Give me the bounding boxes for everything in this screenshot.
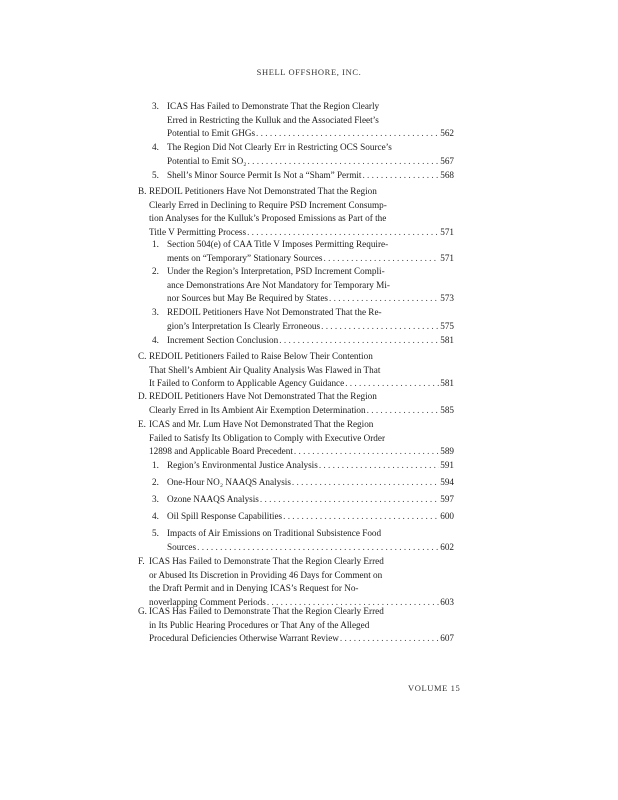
toc-entry[interactable] [152, 169, 454, 183]
page-number: 571 [440, 252, 454, 263]
entry-marker: 4. [152, 511, 159, 521]
heading-line: the Draft Permit and in Denying ICAS’s Request for No- [149, 583, 359, 594]
entry-heading [167, 238, 454, 265]
heading-last-line [149, 445, 454, 459]
heading-line: Potential to Emit SO₂ [167, 155, 247, 166]
page-number: 603 [440, 596, 454, 607]
toc-entry[interactable] [152, 459, 454, 473]
toc-entry[interactable] [138, 605, 454, 646]
heading-line: ICAS Has Failed to Demonstrate That the Region Clearly Erred [149, 556, 384, 566]
entry-marker: 2. [152, 477, 159, 487]
toc-entry[interactable] [138, 555, 454, 609]
heading-last-line [167, 155, 454, 169]
heading-line: Impacts of Air Emissions on Traditional Subsistence Food [167, 528, 382, 538]
entry-heading [149, 418, 454, 459]
volume-footer: VOLUME 15 [408, 683, 461, 693]
heading-line: Under the Region’s Interpretation, PSD Increment Compli- [167, 266, 385, 276]
dot-leader [197, 541, 439, 555]
toc-entry[interactable] [152, 238, 454, 265]
page-number: 562 [440, 128, 454, 139]
page-number: 575 [440, 320, 454, 331]
heading-line: ments on “Temporary” Stationary Sources [167, 252, 323, 263]
page-number: 581 [440, 378, 454, 389]
dot-leader [292, 476, 439, 490]
dot-leader [345, 377, 439, 391]
heading-line: Section 504(e) of CAA Title V Imposes Permitting Require- [167, 239, 389, 249]
entry-heading [167, 527, 454, 554]
page-number: 571 [440, 226, 454, 237]
entry-heading [149, 350, 454, 391]
entry-marker: 5. [152, 528, 159, 538]
entry-heading [149, 185, 454, 239]
heading-last-line [167, 127, 454, 141]
heading-line: or Abused Its Discretion in Providing 46 Days for Comment on [149, 569, 383, 580]
heading-last-line [149, 632, 454, 646]
toc-entry[interactable] [138, 390, 454, 417]
entry-marker: F. [138, 556, 145, 566]
heading-last-line [167, 493, 454, 507]
dot-leader [319, 459, 439, 473]
entry-marker: 4. [152, 335, 159, 345]
entry-heading [167, 334, 454, 348]
heading-line: ICAS Has Failed to Demonstrate That the Region Clearly Erred [149, 606, 384, 616]
entry-heading [167, 459, 454, 473]
page-number: 568 [440, 170, 454, 180]
page-number: 600 [440, 511, 454, 521]
heading-line: noverlapping Comment Periods [149, 596, 266, 607]
toc-entry[interactable] [138, 185, 454, 239]
page-number: 567 [440, 155, 454, 166]
dot-leader [248, 155, 440, 169]
entry-heading [167, 169, 454, 183]
dot-leader [260, 493, 439, 507]
heading-line: Increment Section Conclusion [167, 335, 279, 345]
heading-last-line [167, 252, 454, 266]
heading-line: REDOIL Petitioners Have Not Demonstrated That the Re- [167, 307, 382, 317]
page-number: 597 [440, 494, 454, 504]
heading-line: Clearly Erred in Its Ambient Air Exemption Determination [149, 404, 366, 415]
dot-leader [321, 320, 439, 334]
toc-entry[interactable] [152, 306, 454, 333]
dot-leader [283, 510, 439, 524]
heading-line: ICAS and Mr. Lum Have Not Demonstrated That the Region [149, 419, 374, 429]
page-number: 591 [440, 460, 454, 470]
toc-entry[interactable] [152, 527, 454, 554]
toc-entry[interactable] [152, 493, 454, 507]
running-head: SHELL OFFSHORE, INC. [256, 67, 362, 77]
entry-heading [167, 265, 454, 306]
heading-line: tion Analyses for the Kulluk’s Proposed Emissions as Part of the [149, 213, 387, 224]
page-number: 602 [440, 541, 454, 552]
entry-heading [149, 555, 454, 609]
entry-marker: 4. [152, 142, 159, 152]
dot-leader [367, 404, 440, 418]
page-number: 585 [440, 404, 454, 415]
page-number: 573 [440, 293, 454, 304]
heading-line: REDOIL Petitioners Have Not Demonstrated That the Region [149, 186, 377, 196]
dot-leader [362, 169, 439, 183]
heading-line: One-Hour NO₂ NAAQS Analysis [167, 477, 291, 487]
toc-entry[interactable] [152, 510, 454, 524]
heading-line: It Failed to Conform to Applicable Agency Guidance [149, 378, 345, 389]
entry-marker: 5. [152, 170, 159, 180]
entry-heading [167, 100, 454, 141]
heading-line: The Region Did Not Clearly Err in Restricting OCS Source’s [167, 142, 392, 152]
dot-leader [294, 445, 439, 459]
toc-entry[interactable] [152, 265, 454, 306]
entry-heading [167, 306, 454, 333]
heading-line: gion’s Interpretation Is Clearly Erroneous [167, 320, 321, 331]
heading-line: Procedural Deficiencies Otherwise Warrant Review [149, 633, 339, 644]
entry-heading [149, 390, 454, 417]
heading-line: ance Demonstrations Are Not Mandatory for Temporary Mi- [167, 279, 390, 290]
page-number: 607 [440, 633, 454, 644]
entry-heading [167, 510, 454, 524]
heading-line: nor Sources but May Be Required by States [167, 293, 329, 304]
toc-entry[interactable] [152, 476, 454, 490]
heading-line: That Shell’s Ambient Air Quality Analysis Was Flawed in That [149, 364, 381, 375]
entry-marker: 1. [152, 460, 159, 470]
heading-last-line [167, 169, 454, 183]
entry-marker: C. [138, 351, 147, 361]
heading-line: Erred in Restricting the Kulluk and the Associated Fleet’s [167, 114, 379, 125]
heading-line: Oil Spill Response Capabilities [167, 511, 283, 521]
heading-line: Shell’s Minor Source Permit Is Not a “Sham” Permit [167, 170, 362, 180]
page-number: 589 [440, 446, 454, 457]
dot-leader [340, 632, 439, 646]
heading-line: 12898 and Applicable Board Precedent [149, 446, 293, 457]
entry-marker: 1. [152, 239, 159, 249]
heading-line: ICAS Has Failed to Demonstrate That the Region Clearly [167, 101, 380, 111]
heading-line: Clearly Erred in Declining to Require PSD Increment Consump- [149, 199, 387, 210]
heading-line: Region’s Environmental Justice Analysis [167, 460, 318, 470]
entry-heading [167, 476, 454, 490]
entry-marker: D. [138, 391, 147, 401]
toc-entry[interactable] [138, 418, 454, 459]
toc-entry[interactable] [152, 334, 454, 348]
toc-entry[interactable] [138, 350, 454, 391]
dot-leader [329, 292, 439, 306]
entry-heading [167, 141, 454, 168]
heading-last-line [167, 459, 454, 473]
dot-leader [324, 252, 440, 266]
heading-line: Title V Permitting Process [149, 226, 247, 237]
entry-marker: E. [138, 419, 146, 429]
heading-line: Sources [167, 541, 197, 552]
heading-line: in Its Public Hearing Procedures or That Any of the Alleged [149, 619, 370, 630]
entry-marker: B. [138, 186, 147, 196]
page-number: 581 [440, 335, 454, 345]
heading-last-line [167, 510, 454, 524]
entry-heading [149, 605, 454, 646]
page-number: 594 [440, 477, 454, 487]
heading-last-line [167, 292, 454, 306]
entry-marker: 2. [152, 266, 159, 276]
entry-marker: 3. [152, 101, 159, 111]
dot-leader [256, 127, 439, 141]
heading-last-line [167, 541, 454, 555]
heading-last-line [167, 320, 454, 334]
heading-line: Failed to Satisfy Its Obligation to Comply with Executive Order [149, 432, 386, 443]
toc-entry[interactable] [152, 100, 454, 141]
entry-marker: 3. [152, 494, 159, 504]
heading-line: Ozone NAAQS Analysis [167, 494, 259, 504]
entry-heading [167, 493, 454, 507]
heading-last-line [149, 404, 454, 418]
heading-line: Potential to Emit GHGs [167, 128, 256, 139]
toc-entry[interactable] [152, 141, 454, 168]
dot-leader [279, 334, 439, 348]
heading-line: REDOIL Petitioners Failed to Raise Below Their Contention [149, 351, 373, 361]
entry-marker: 3. [152, 307, 159, 317]
heading-last-line [167, 334, 454, 348]
heading-last-line [149, 377, 454, 391]
heading-line: REDOIL Petitioners Have Not Demonstrated That the Region [149, 391, 377, 401]
entry-marker: G. [138, 606, 147, 616]
heading-last-line [167, 476, 454, 490]
